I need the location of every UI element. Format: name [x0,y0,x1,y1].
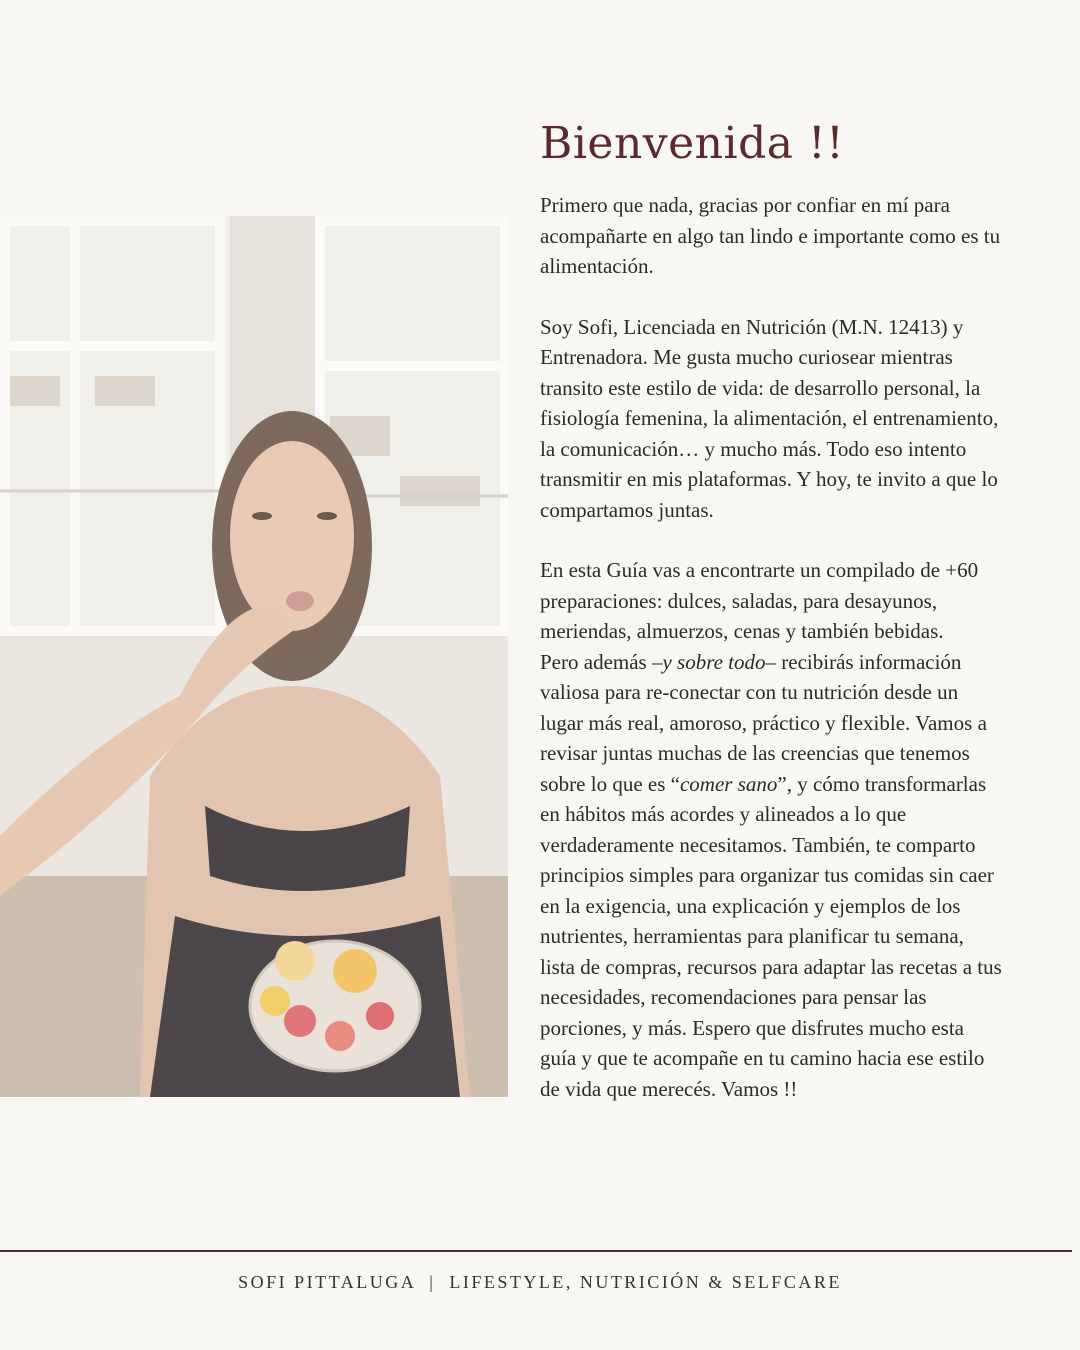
woman-eating-fruit-illustration [0,216,508,1097]
details-part-3: ”, y cómo transformarlas en hábitos más acordes y alineados a lo que verdaderamente necesitamos. También, te comparto principios simples para organizar tus comidas sin caer en la exigencia, una explicación y ejemplos de los nutrientes, herramientas para planificar tu semana, lista de compras, recursos para adaptar las recetas a tus necesidades, recomendaciones para pensar las porciones, y más. Espero que disfrutes mucho esta guía y que te acompañe en tu camino hacia ese estilo de vida que merecés. Vamos !! [540,771,1002,1101]
details-emphasis-2: comer sano [679,771,778,796]
page-title: Bienvenida !! [540,118,845,169]
paragraph-guide: En esta Guía vas a encontrarte un compilado de +60 preparaciones: dulces, saladas, para desayunos, meriendas, almuerzos, cenas y también bebidas. [540,558,979,643]
footer-divider [0,1250,1072,1252]
details-part-2: – recibirás información valiosa para re-conectar con tu nutrición desde un lugar más real, amoroso, práctico y flexible. Vamos a revisar juntas muchas de las creencias que tenemos sobre lo que es “ [540,649,987,796]
intro-text [540,190,1002,1104]
footer-brand: SOFI PITTALUGA | LIFESTYLE, NUTRICIÓN & SELFCARE [238,1272,842,1292]
hero-photo [0,216,508,1097]
paragraph-about: Soy Sofi, Licenciada en Nutrición (M.N. 12413) y Entrenadora. Me gusta mucho curiosear mientras transito este estilo de vida: de desarrollo personal, la fisiología femenina, la alimentación, el entrenamiento, la comunicación… y mucho más. Todo eso intento transmitir en mis plataformas. Y hoy, te invito a que lo compartamos juntas. [540,314,999,522]
paragraph-thanks: Primero que nada, gracias por confiar en mí para acompañarte en algo tan lindo e importante como es tu alimentación. [540,193,1001,278]
paragraph-details [540,647,1002,1105]
details-part-1: Pero además – [540,649,663,674]
details-emphasis-1: y sobre todo [662,649,766,674]
